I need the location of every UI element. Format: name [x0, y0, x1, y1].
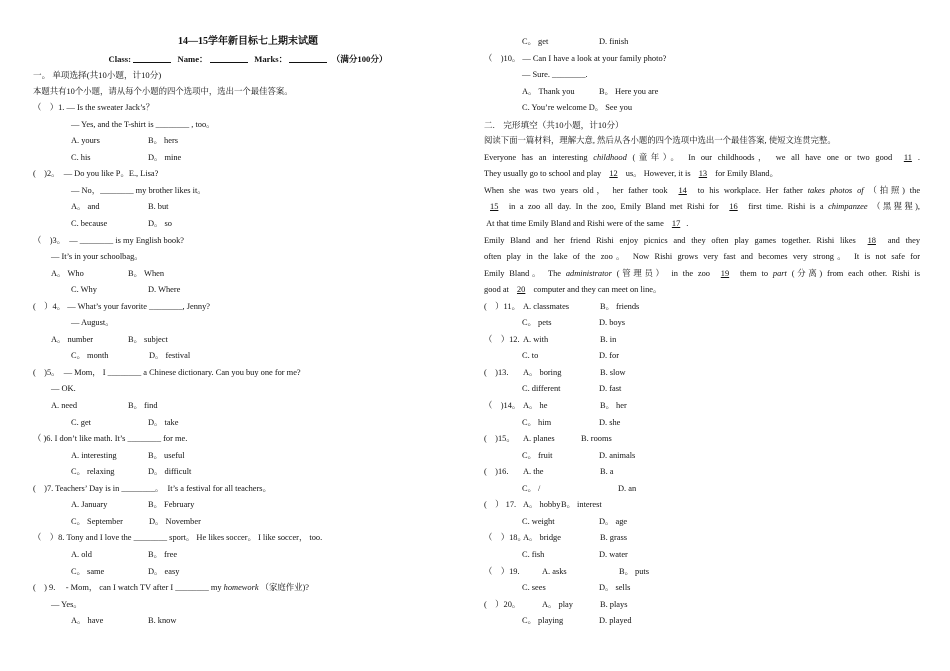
option-row [33, 332, 463, 349]
option[interactable]: A. need [51, 401, 78, 411]
option[interactable]: D. animals [599, 450, 636, 460]
option[interactable]: A。 play [542, 599, 573, 609]
blank-number: 20 [516, 285, 526, 295]
option-row [33, 497, 463, 514]
question-stem: ( )5。 — Mom， I ________ a Chinese dictionary. Can you buy one for me? [33, 367, 301, 377]
blank-number: 11 [903, 152, 912, 162]
option-row [33, 564, 463, 581]
option[interactable]: B。 Here you are [599, 86, 659, 96]
option-row [33, 133, 463, 150]
option[interactable]: B。 useful [148, 450, 185, 460]
option-row [33, 613, 463, 630]
option[interactable]: C。 get [522, 37, 549, 46]
passage-text: them to [739, 268, 769, 278]
option[interactable]: A. with [523, 334, 549, 344]
question-number: （ ）18。 [484, 533, 526, 543]
option[interactable]: B. but [148, 202, 169, 212]
question-stem: ( )7. Teachers’ Day is in ________。 It’s a festival for all teachers。 [33, 483, 271, 493]
option[interactable]: B. a [600, 467, 614, 477]
passage-text: Emily Bland。 The [484, 268, 561, 278]
option-row [484, 530, 920, 547]
question-line: — August。 [71, 318, 114, 328]
option[interactable]: A。 hobby [523, 500, 561, 510]
option-row [484, 448, 920, 465]
option[interactable]: C. fish [522, 549, 545, 559]
question-number: ( ）11。 [484, 301, 520, 311]
option[interactable]: B. slow [600, 367, 626, 377]
question-line: — Yes。 [51, 599, 82, 609]
option[interactable]: D。 so [148, 219, 172, 229]
option[interactable]: D. Where [148, 285, 181, 295]
question-number: ( )16. [484, 467, 509, 477]
option[interactable]: A。 boring [523, 367, 562, 377]
question-number: ( ） 17. [484, 500, 517, 510]
option-row [484, 497, 920, 514]
option[interactable]: A。 and [71, 202, 100, 212]
option-row [33, 150, 463, 167]
option[interactable]: B。 her [600, 401, 627, 411]
option-row [33, 547, 463, 564]
option[interactable]: C. Why [71, 285, 97, 295]
option-row [33, 415, 463, 432]
option[interactable]: D。 November [149, 516, 201, 526]
question-stem: （ )10。 — Can I have a look at your family photo? [484, 53, 667, 63]
section-heading: 一。 单项选择(共10小题，计10分) [33, 70, 162, 81]
passage-text: first time. Rishi is a [748, 202, 824, 212]
passage-text: Everyone has an interesting [484, 152, 588, 162]
passage-line: often play in the lake of the zoo。 Now Rishi grows very fast and becomes very strong。 It is not safe for [484, 252, 920, 262]
option[interactable]: A. interesting [71, 450, 117, 460]
option-row [484, 332, 920, 349]
option-row [484, 315, 920, 332]
option-row [484, 84, 920, 101]
option[interactable]: B。 interest [561, 500, 602, 510]
option[interactable]: A. January [71, 500, 108, 510]
option-row [33, 448, 463, 465]
option[interactable]: B。 puts [619, 566, 650, 576]
question-line: — No，________ my brother likes it。 [71, 185, 206, 195]
option[interactable]: C。 September [71, 516, 123, 526]
option[interactable]: A. planes [523, 434, 555, 444]
option-row [33, 398, 463, 415]
option-row [484, 514, 920, 531]
option-row [484, 100, 920, 117]
question-stem: ( )2。 — Do you like P。E., Lisa? [33, 169, 159, 179]
option[interactable]: D。 age [599, 516, 628, 526]
passage-text: good at [484, 285, 509, 295]
option-row [484, 365, 920, 382]
passage-line [484, 166, 920, 183]
blank-number: 15 [490, 202, 499, 212]
option[interactable]: B. know [148, 616, 177, 626]
option-row [33, 348, 463, 365]
option[interactable]: A。 bridge [523, 533, 561, 543]
option[interactable]: A. asks [542, 566, 567, 576]
option[interactable]: B。 subject [128, 334, 168, 344]
option[interactable]: B. rooms [581, 434, 612, 444]
option-row [484, 564, 920, 581]
italic-term: takes photos of [807, 185, 864, 195]
student-info-line [33, 51, 463, 68]
blank-number: 17 [671, 219, 681, 229]
option-row [33, 282, 463, 299]
option-row [484, 613, 920, 630]
question-stem: （ )3。 — ________ is my English book? [33, 235, 184, 245]
blank-number: 14 [678, 185, 687, 195]
blank-number: 19 [720, 268, 730, 278]
passage-text: They usually go to school and play [484, 169, 602, 179]
passage-text: Emily Bland and her friend Rishi enjoy picnics and they often play games together. Rishi likes [484, 235, 856, 245]
option[interactable]: D. played [599, 616, 632, 626]
section-instruction: 本题共有10个小题，请从每个小题的四个选项中，选出一个最佳答案。 [33, 86, 293, 96]
passage-text: （拍照) the [868, 185, 920, 195]
section-instruction: 阅读下面一篇材料，理解大意, 然后从各小题的四个选项中选出一个最佳答案, 使短文连贯完整。 [484, 136, 836, 146]
option-row [484, 464, 920, 481]
question-stem: （ ）8. Tony and I love the ________ sport。 He likes soccer。 I like soccer， too. [33, 533, 323, 543]
question-number: （ ）19. [484, 566, 520, 576]
option[interactable]: C。 playing [522, 616, 564, 626]
option[interactable]: D. she [599, 417, 621, 427]
option-row [33, 514, 463, 531]
name-field[interactable] [210, 53, 248, 63]
option-row [484, 415, 920, 432]
option-row [484, 299, 920, 316]
option[interactable]: B。 February [148, 500, 195, 510]
blank-number: 16 [729, 202, 738, 212]
question-number: （ ）12. [484, 334, 520, 344]
option[interactable]: D. for [599, 351, 620, 361]
option[interactable]: B. grass [600, 533, 627, 543]
name-label: Name： [177, 53, 208, 64]
option[interactable]: C. to [522, 351, 539, 361]
option[interactable]: C。 pets [522, 318, 552, 328]
marks-label: Marks： [254, 53, 288, 64]
passage-text: (分离) from each other. Rishi is [791, 268, 920, 278]
question-line: — Yes, and the T-shirt is ________ , too。 [71, 119, 215, 129]
passage-text: to his workplace. Her father [697, 185, 803, 195]
option[interactable]: B. in [600, 334, 617, 344]
passage-line [484, 233, 920, 250]
question-stem [33, 580, 463, 597]
passage-text: and they [887, 235, 920, 245]
option[interactable]: A. classmates [523, 301, 570, 311]
option[interactable]: D. water [599, 549, 628, 559]
option-row [33, 199, 463, 216]
class-field[interactable] [133, 53, 171, 63]
option[interactable]: A. yours [71, 136, 100, 146]
option[interactable]: D。 festival [149, 351, 191, 361]
option[interactable]: D。 take [148, 417, 179, 427]
option[interactable]: D。 mine [148, 152, 182, 162]
option[interactable]: D. finish [599, 37, 629, 46]
passage-text: computer and they can meet on line。 [533, 285, 662, 295]
page-title: 14—15学年新目标七上期末试题 [178, 36, 318, 47]
option-row [484, 431, 920, 448]
option[interactable]: C。 relaxing [71, 467, 115, 477]
option-row [484, 34, 920, 51]
marks-field[interactable] [289, 53, 327, 63]
italic-term: chimpanzee [828, 202, 868, 212]
passage-line [484, 199, 920, 216]
gloss: （家庭作业)? [260, 583, 310, 593]
section-heading: 二. 完形填空（共10小题，计10分） [484, 119, 624, 130]
option[interactable]: C。 fruit [522, 450, 553, 460]
passage-line [484, 266, 920, 283]
option[interactable]: C。 him [522, 417, 552, 427]
option[interactable]: A。 he [523, 401, 548, 411]
passage-text: in a zoo all day. In the zoo, Emily Bland met Rishi for [508, 202, 719, 212]
option[interactable]: D. an [618, 483, 637, 493]
option[interactable]: A。 have [71, 616, 104, 626]
option[interactable]: C. weight [522, 516, 555, 526]
option[interactable]: D。 easy [148, 566, 180, 576]
option[interactable]: B。 friends [600, 301, 640, 311]
passage-line: Everyone has an interesting childhood (童年）。 In our childhoods， we all have one or two good 11 . [484, 152, 920, 162]
question-line: — Sure. ________. [522, 70, 588, 80]
option-row [484, 381, 920, 398]
italic-term: childhood [593, 152, 627, 162]
option[interactable]: C. sees [522, 583, 546, 593]
option[interactable]: C. different [522, 384, 561, 394]
score-note: （满分100分） [331, 53, 388, 64]
option[interactable]: D. fast [599, 384, 622, 394]
option[interactable]: A。 Who [51, 268, 84, 278]
option-row [484, 597, 920, 614]
option[interactable]: C. You’re welcome D。 See you [522, 103, 633, 113]
right-column [484, 34, 920, 630]
option[interactable]: A。 Thank you [522, 86, 575, 96]
class-label: Class: [108, 53, 131, 64]
passage-text: us。 However, it is [625, 169, 691, 179]
option[interactable]: D. boys [599, 318, 626, 328]
question-text: ( ) 9. - Mom， can I watch TV after I ________ my [33, 583, 222, 593]
option[interactable]: C. because [71, 219, 108, 229]
question-stem: （ )6. I don’t like math. It’s ________ for me. [33, 434, 188, 444]
option-row [33, 464, 463, 481]
option[interactable]: B。 hers [148, 136, 179, 146]
option[interactable]: A. the [523, 467, 544, 477]
passage-text: for Emily Bland。 [715, 169, 778, 179]
option[interactable]: D。 sells [599, 583, 631, 593]
passage-text: (管理员） in the zoo [616, 268, 710, 278]
question-number: ( )13. [484, 367, 509, 377]
option-row [484, 580, 920, 597]
option[interactable]: B。 find [128, 401, 158, 411]
passage-text: （黑猩猩), [872, 202, 920, 212]
question-number: （ )14。 [484, 401, 521, 411]
option[interactable]: C。 / [522, 483, 541, 493]
option[interactable]: C. get [71, 417, 92, 427]
passage-line [484, 282, 920, 299]
passage-text: (童年）。 In our childhoods， we all have one or two good [632, 152, 893, 162]
option-row [484, 547, 920, 564]
question-line: — It’s in your schoolbag。 [51, 252, 143, 262]
option[interactable]: A. old [71, 549, 92, 559]
passage-line [484, 183, 920, 200]
option-row [33, 216, 463, 233]
option[interactable]: A。 number [51, 334, 94, 344]
option[interactable]: B。 free [148, 549, 178, 559]
option[interactable]: B。 When [128, 268, 165, 278]
option-row [484, 348, 920, 365]
option[interactable]: D。 difficult [148, 467, 192, 477]
left-column [33, 34, 463, 630]
italic-term: administrator [565, 268, 612, 278]
option[interactable]: C. his [71, 152, 91, 162]
blank-number: 13 [698, 169, 708, 179]
passage-text: When she was two years old， her father took [484, 185, 668, 195]
blank-number: 12 [609, 169, 618, 179]
question-stem: （ ）1. — Is the sweater Jack’s？ [33, 103, 154, 113]
italic-term: homework [223, 583, 259, 593]
passage-text: At that time Emily Bland and Rishi were of the same [486, 219, 664, 229]
option-row [33, 266, 463, 283]
passage-line: At that time Emily Bland and Rishi were of the same 17 . [486, 219, 689, 229]
question-stem: ( ）4。 — What’s your favorite ________, Jenny? [33, 301, 211, 311]
option-row [484, 398, 920, 415]
option[interactable]: C。 month [71, 351, 109, 361]
option[interactable]: C。 same [71, 566, 105, 576]
blank-number: 18 [867, 235, 876, 245]
option-row [484, 481, 920, 498]
option[interactable]: B. plays [600, 599, 628, 609]
italic-term: part [772, 268, 787, 278]
question-number: ( ）20。 [484, 599, 521, 609]
question-number: ( )15。 [484, 434, 515, 444]
question-line: — OK. [51, 384, 76, 394]
